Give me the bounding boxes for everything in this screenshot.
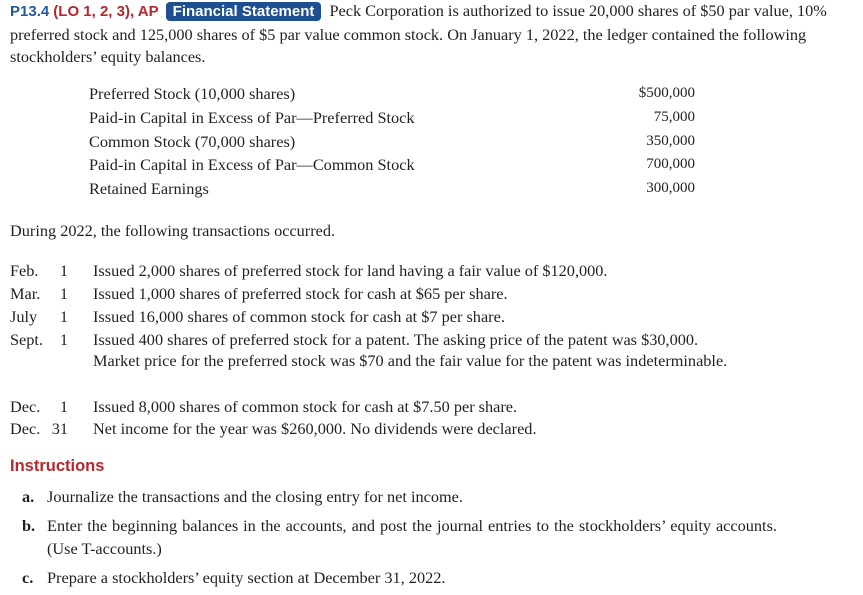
problem-id: P13.4: [10, 3, 50, 20]
ledger-row: [89, 153, 695, 177]
ledger-account: Paid-in Capital in Excess of Par—Common Stock: [89, 155, 415, 175]
ledger-account: Retained Earnings: [89, 179, 209, 199]
transaction-day: 1: [59, 307, 68, 326]
transaction-month: July: [10, 307, 38, 326]
ledger-row: [89, 177, 695, 201]
instructions-heading: Instructions: [10, 457, 105, 475]
transaction-month: Sept.: [10, 330, 44, 349]
problem-intro: Peck Corporation is authorized to issue 20,000 shares of $50 par value, 10% preferred stock and 125,000 shares of $5 par value common stock. On January 1, 2022, the ledger contained the following stockholders’ equity balances.: [10, 1, 827, 66]
instruction-text: Enter the beginning balances in the accounts, and post the journal entries to the stockholders’ equity accounts. (Use T-accounts.): [47, 516, 777, 558]
ledger-account: Common Stock (70,000 shares): [89, 131, 296, 151]
transaction-description: Issued 400 shares of preferred stock for a patent. The asking price of the patent was $30,000. Market price for the preferred stock was $70 and the fair value for the patent was indeterminable.: [93, 330, 728, 370]
ledger-account: Paid-in Capital in Excess of Par—Preferred Stock: [89, 107, 415, 127]
instruction-text: Prepare a stockholders’ equity section at December 31, 2022.: [47, 568, 446, 587]
ledger-row: [89, 130, 695, 154]
instruction-label: c.: [22, 568, 34, 587]
transaction-description: Issued 1,000 shares of preferred stock for cash at $65 per share.: [93, 284, 508, 303]
instruction-label: a.: [22, 487, 35, 506]
ledger-account: Preferred Stock (10,000 shares): [89, 84, 296, 103]
transaction-day: 1: [59, 330, 68, 349]
financial-statement-tag: Financial Statement: [166, 2, 322, 21]
transaction-description: Net income for the year was $260,000. No dividends were declared.: [93, 419, 537, 438]
transaction-month: Dec.: [10, 397, 41, 416]
instruction-label: b.: [22, 516, 36, 535]
ledger-row: [89, 106, 695, 130]
ledger-row: [89, 82, 695, 106]
transaction-day: 1: [59, 284, 68, 303]
transaction-day: 1: [59, 397, 68, 416]
instruction-text: Journalize the transactions and the closing entry for net income.: [47, 487, 463, 506]
ledger-amount: 300,000: [646, 180, 695, 197]
ledger-amount: $500,000: [638, 85, 695, 101]
transaction-month: Dec.: [10, 419, 41, 438]
ledger-amount: 75,000: [653, 108, 695, 125]
transaction-day: 1: [59, 261, 68, 280]
ledger-amount: 350,000: [646, 132, 695, 149]
equity-balances-table: [89, 82, 695, 201]
transaction-description: Issued 16,000 shares of common stock for cash at $7 per share.: [93, 307, 505, 326]
learning-objectives: (LO 1, 2, 3), AP: [53, 3, 159, 20]
transaction-description: Issued 2,000 shares of preferred stock for land having a fair value of $120,000.: [93, 261, 608, 280]
ledger-amount: 700,000: [646, 156, 695, 173]
transaction-month: Mar.: [10, 284, 41, 303]
transaction-day: 31: [51, 419, 68, 438]
problem-header: [10, 0, 855, 69]
transaction-month: Feb.: [10, 261, 39, 280]
transactions-intro: During 2022, the following transactions occurred.: [10, 221, 336, 240]
transaction-description: Issued 8,000 shares of common stock for cash at $7.50 per share.: [93, 397, 518, 416]
